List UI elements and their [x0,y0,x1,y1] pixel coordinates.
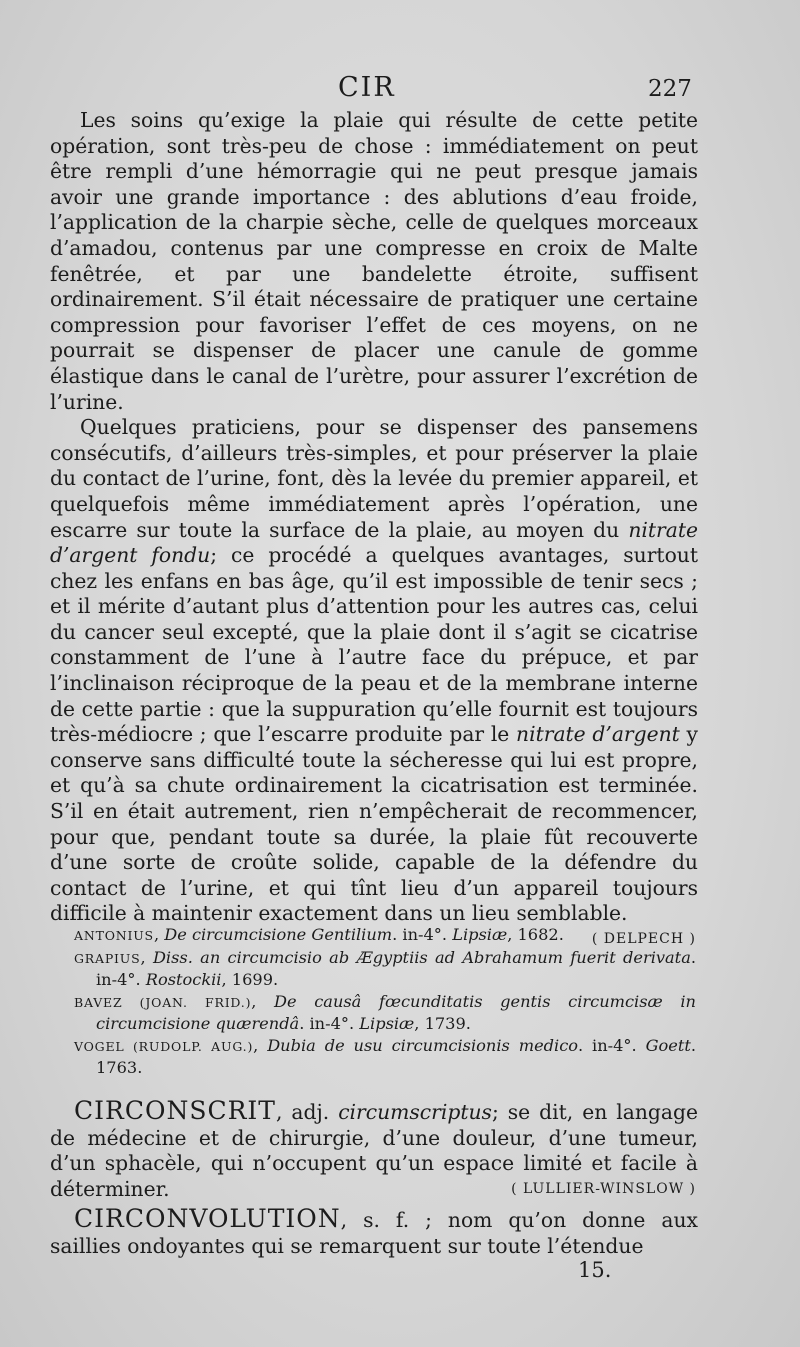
reference-item: ANTONIUS, De circumcisione Gentilium. in-4°. Lipsiæ, 1682. [74,925,564,944]
reference-place: Goett [645,1035,691,1055]
paragraph-2-text-a: Quelques praticiens, pour se dispenser des pansemens consécutifs, d’ailleurs très-simples, et pour préserver la plaie du contact de l’urine, font, dès la levée du premier appareil, et quelquefois même immédiatement après l’opération, une escarre sur toute la surface de la plaie, au moyen du [50,415,698,542]
paragraph-1: Les soins qu’exige la plaie qui résulte de cette petite opération, sont très-peu de chose : immédiatement on peut être rempli d’une hémorragie qui ne peut presque jamais avoir une grande importance : des ablutions d’eau froide, l’application de la charpie sèche, celle de quelques morceaux d’amadou, contenus par une compresse en croix de Malte fenêtrée, et par une bandelette étroite, suffisent ordinairement. S’il était nécessaire de pratiquer une certaine compression pour favoriser l’effet de ces moyens, on ne pourrait se dispenser de placer une canule de gomme élastique dans le canal de l’urètre, pour assurer l’excrétion de l’urine. [50,108,698,414]
paragraph-2-italic-a: nitrate d’argent fondu [50,517,698,568]
entry-definition: , s. f. ; nom qu’on donne aux saillies ondoyantes qui se remarquent sur toute l’étendue [50,1208,698,1258]
entry-headword: CIRCONVOLUTION [74,1204,341,1233]
paragraph-2-text-c: y conserve sans difficulté toute la sécheresse qui lui est propre, et qu’à sa chute ordinairement la cicatrisation est terminée. S’il en était autrement, rien n’empêcherait de recommencer, pour que, pendant toute sa durée, la plaie fût recouverte d’une sorte de croûte solide, capable de la défendre du contact de l’urine, et qui tînt lieu d’un appareil toujours difficile à maintenir exactement dans un lieu semblable. [50,722,699,926]
paragraph-2-italic-b: nitrate d’argent [516,722,680,747]
reference-author: ANTONIUS [74,928,154,943]
reference-place: Lipsiæ [359,1014,415,1033]
entry-definition: ; se dit, en langage de médecine et de chirurgie, d’une douleur, d’une tumeur, d’un sphacèle, qui n’occupent qu’un espace limité et facile à déterminer. [50,1100,698,1201]
author-signature-delpech: ( DELPECH ) [591,931,696,947]
reference-title: De circumcisione Gentilium [164,925,393,944]
reference-place: Rostockii [145,970,222,989]
signature-mark: 15. [578,1258,612,1282]
reference-title: De causâ fœcunditatis gentis circumcisæ in circumcisione quærendâ [96,991,696,1033]
entry-circonscrit: CIRCONSCRIT, adj. circumscriptus; se dit, en langage de médecine et de chirurgie, d’une douleur, d’une tumeur, d’un sphacèle, qui n’occupent qu’un espace limité et facile à déterminer. ( LULLIER-WINSLOW ) [50,1096,698,1201]
reference-title: Dubia de usu circumcisionis medico [267,1035,578,1055]
running-head [0,72,800,106]
entry-circonvolution [50,1206,698,1259]
reference-author: GRAPIUS [74,950,141,966]
reference-title: Diss. an circumcisio ab Ægyptiis ad Abrahamum fuerit derivata [152,947,691,967]
reference-item: BAVEZ (JOAN. FRID.), De causâ fœcunditatis gentis circumcisæ in circumcisione quærendâ. in-4°. Lipsiæ, 1739. [74,991,696,1033]
reference-author: VOGEL (RUDOLP. AUG.) [74,1038,254,1054]
entry-latin-term: circumscriptus [338,1100,492,1124]
reference-author: BAVEZ (JOAN. FRID.) [74,994,252,1010]
paragraph-2-text-b: ; ce procédé a quelques avantages, surtout chez les enfans en bas âge, qu’il est impossible de tenir secs ; et il mérite d’autant plus d’attention pour les autres cas, celui du cancer seul excepté, que la plaie dont il s’agit se cicatrise constamment de l’une à l’autre face du prépuce, et par l’inclinaison réciproque de la peau et de la membrane interne de cette partie : que la suppuration qu’elle fournit est toujours très-médiocre ; que l’escarre produite par le [50,543,698,747]
running-head-title: CIR [338,72,396,103]
entry-headword: CIRCONSCRIT [74,1096,276,1125]
bibliography [74,924,696,1079]
reference-place: Lipsiæ [452,925,508,944]
page-number: 227 [648,76,692,102]
author-signature-lullier-winslow: ( LULLIER-WINSLOW ) [511,1180,696,1197]
reference-item: VOGEL (RUDOLP. AUG.), Dubia de usu circumcisionis medico. in-4°. Goett. 1763. [74,1035,697,1077]
reference-item: GRAPIUS, Diss. an circumcisio ab Ægyptiis ad Abrahamum fuerit derivata. in-4°. Rostockii, 1699. [74,947,696,989]
article-body [50,108,698,953]
